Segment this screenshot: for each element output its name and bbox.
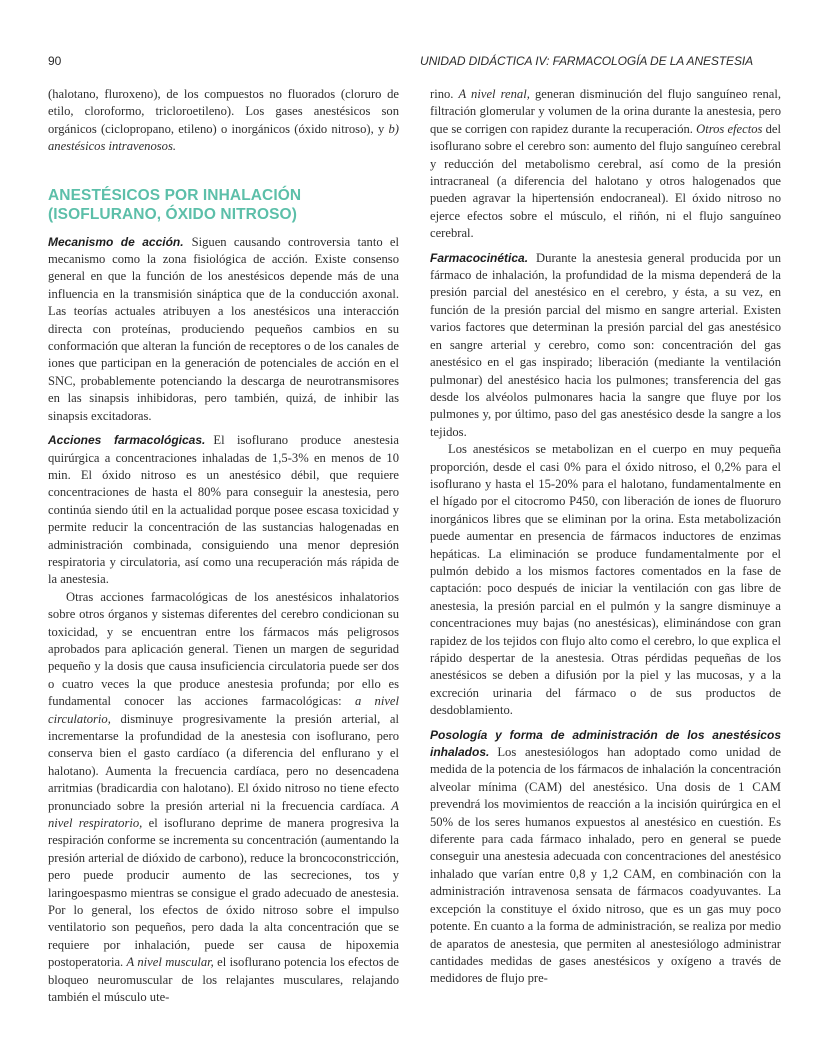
otras-text-1: Otras acciones farmacológicas de los anestésicos inhalatorios sobre otros órganos y sistemas diferentes del cerebro condicionan su toxicidad, y se encuentran entre los fármacos más peligrosos aprobados para aplicación general. Tienen un margen de seguridad pequeño y la dosis que causa insuficiencia circulatoria puede ser dos o cuatro veces la que produce anestesia profunda; por ello es fundamental conocer las acciones farmacológicas: xyxy=(48,589,399,709)
otras-italic-respiratorio: A nivel respiratorio, xyxy=(48,798,399,831)
running-title: UNIDAD DIDÁCTICA IV: FARMACOLOGÍA DE LA ANESTESIA xyxy=(420,54,753,68)
right-column xyxy=(430,86,781,988)
posologia-label: Posología y forma de administración de los anestésicos inhalados. xyxy=(430,727,781,760)
farmacocinetica-text: Durante la anestesia general producida por un fármaco de inhalación, la profundidad de la misma dependerá de la presión parcial del anestésico en el cerebro, y ésta, a su vez, en función de la presión parcial del mismo en sangre arterial. Existen varios factores que determinan la presión parcial del gas anestésico en sangre arterial y cerebro, como son: concentración del gas anestésico en el gas inspirado; liberación (mediante la ventilación pulmonar) del anestésico hacia los pulmones; transferencia del gas desde los alvéolos pulmonares hacia la sangre que fluye por los pulmones y, por último, paso del gas anestésico desde la sangre a los tejidos. xyxy=(430,250,781,439)
intro-text: (halotano, fluroxeno), de los compuestos no fluorados (cloruro de etilo, cloroformo, tricloroetileno). Los gases anestésicos son orgánicos (ciclopropano, etileno) o inorgánicos (óxido nitroso), y xyxy=(48,87,399,136)
continuation-paragraph xyxy=(430,86,781,243)
section-heading-line2: (ISOFLURANO, ÓXIDO NITROSO) xyxy=(48,205,297,223)
cont-italic-renal: A nivel renal, xyxy=(458,87,530,101)
mecanismo-paragraph xyxy=(48,234,399,425)
cont-text-2: generan disminución del flujo sanguíneo renal, filtración glomerular y volumen de la orina durante la anestesia, pero que se corrigen con rapidez durante la recuperación. xyxy=(430,87,781,136)
section-heading xyxy=(48,186,399,224)
metabolismo-text: Los anestésicos se metabolizan en el cuerpo en muy pequeña proporción, desde el casi 0% para el óxido nitroso, el 0,2% para el isoflurano y hasta el 15-20% para el halotano, fundamentalmente en el hígado por el citocromo P450, con liberación de iones de fluoruro inorgánicos libres que se eliminan por la orina. Esta metabolización puede aumentar en presencia de fármacos inductores de enzimas hepáticas. La eliminación se produce fundamentalmente por el pulmón debido a los mismos factores comentados en la fase de captación: poco después de iniciar la ventilación con gas libre de anestesia, la presión parcial en el pulmón y la sangre disminuye a concentraciones muy bajas (no anestésicas), eliminándose con gran rapidez de los tejidos con flujo alto como el cerebro, lo que explica el rápido despertar de la anestesia. Otras pérdidas pequeñas de los anestésicos se deben a difusión por la piel y las mucosas, y a la excreción urinaria del fármaco o de sus productos de desdoblamiento. xyxy=(430,442,781,718)
otras-italic-muscular: A nivel muscular, xyxy=(126,955,214,970)
page-number: 90 xyxy=(48,54,62,68)
otras-italic-circulatorio: a nivel circulatorio, xyxy=(48,694,400,726)
acciones-label: Acciones farmacológicas. xyxy=(48,433,206,448)
intro-paragraph xyxy=(48,86,399,156)
acciones-text: El isoflurano produce anestesia quirúrgica a concentraciones inhaladas de 1,5-3% en menos de 10 min. El óxido nitroso es un anestésico débil, que requiere concentraciones de hasta el 80% para conseguir la anestesia, pero continúa siendo útil en la actualidad porque posee escasa toxicidad y permite reducir la concentración de las sustancias halogenadas en administración combinada, consiguiendo una menor depresión respiratoria y circulatoria, así como una recuperación más rápida de la anestesia. xyxy=(48,433,400,587)
intro-italic: b) anestésicos intravenosos. xyxy=(48,121,399,154)
farmacocinetica-label: Farmacocinética. xyxy=(430,250,529,265)
cont-text-3: del isoflurano sobre el cerebro son: aumento del flujo sanguíneo cerebral y reducción del metabolismo cerebral, así como de la presión intracraneal (a diferencia del halotano y otros halogenados que pueden agravar la hipertensión endocraneal). El óxido nitroso no ejerce efectos sobre el músculo, el riñón, ni el flujo sanguíneo cerebral. xyxy=(430,121,781,241)
otras-text-2: disminuye progresivamente la presión arterial, al incrementarse la profundidad de la anestesia con isoflurano, pero conserva bien el gasto cardíaco (a diferencia del enflurano y el halotano). Aumenta la frecuencia cardíaca, pero no desencadena arritmias (bradicardia con halotano). El óxido nitroso no tiene efecto pronunciado sobre la presión arterial ni la frecuencia cardíaca. xyxy=(48,711,399,813)
otras-text-4: el isoflurano potencia los efectos de bloqueo neuromuscular de los relajantes musculares, relajando también el músculo ute- xyxy=(48,955,399,1005)
otras-text-3: el isoflurano deprime de manera progresiva la respiración conforme se incrementa su concentración (aumentando la presión arterial de dióxido de carbono), reduce la broncoconstricción, pero puede producir aumento de las secreciones, tos y laringoespasmo mientras se consigue el grado adecuado de anestesia. Por lo general, los efectos de óxido nitroso sobre el impulso ventilatorio son pequeños, pero dada la alta concentración que se requiere por inhalación, puede ser causa de hipoxemia postoperatoria. xyxy=(48,816,399,970)
cont-italic-otros-efectos: Otros efectos xyxy=(696,121,763,136)
posologia-text: Los anestesiólogos han adoptado como unidad de medida de la potencia de los fármacos de inhalación la concentración alveolar mínima (CAM) del anestésico. Una dosis de 1 CAM prevendrá los movimientos de reacción a la incisión quirúrgica en el 50% de los seres humanos expuestos al anestésico en cuestión. Es diferente para cada fármaco inhalado, pero en general se puede conseguir una anestesia adecuada con concentraciones del anestésico inhalado que varían entre 0,8 y 1,2 CAM, en combinación con la administración intravenosa sensata de fármacos coadyuvantes. La excepción la constituye el óxido nitroso, que es un gas muy poco potente. En cuanto a la forma de administración, se realiza por medio de aparatos de anestesia, que permiten al anestesiólogo administrar cantidades medidas de gases anestésicos y oxígeno a través de medidores de flujo pre- xyxy=(430,745,781,986)
posologia-paragraph xyxy=(430,727,781,988)
otras-acciones-paragraph xyxy=(48,589,399,1007)
farmacocinetica-paragraph xyxy=(430,250,781,441)
left-column xyxy=(48,86,399,1007)
mecanismo-text: Siguen causando controversia tanto el mecanismo como la zona fisiológica de acción. Existe consenso general en que la función de los anestésicos depende más de una influencia en la transmisión sináptica que de la conducción axonal. Las teorías actuales atribuyen a los anestésicos una interacción directa con proteínas, produciendo pequeños cambios en su conformación que alteran la función de receptores o de los canales de iones que participan en la generación de potenciales de acción en el SNC, probablemente potenciando la descarga de neurotransmisores en las sinapsis inhibidoras, pero también, quizá, de inhibir las sinapsis excitadoras. xyxy=(48,234,399,423)
mecanismo-label: Mecanismo de acción. xyxy=(48,234,184,249)
metabolismo-paragraph xyxy=(430,441,781,720)
acciones-paragraph xyxy=(48,432,399,589)
cont-text-1: rino. xyxy=(430,87,459,101)
section-heading-line1: ANESTÉSICOS POR INHALACIÓN xyxy=(48,186,302,204)
running-header xyxy=(48,54,753,70)
